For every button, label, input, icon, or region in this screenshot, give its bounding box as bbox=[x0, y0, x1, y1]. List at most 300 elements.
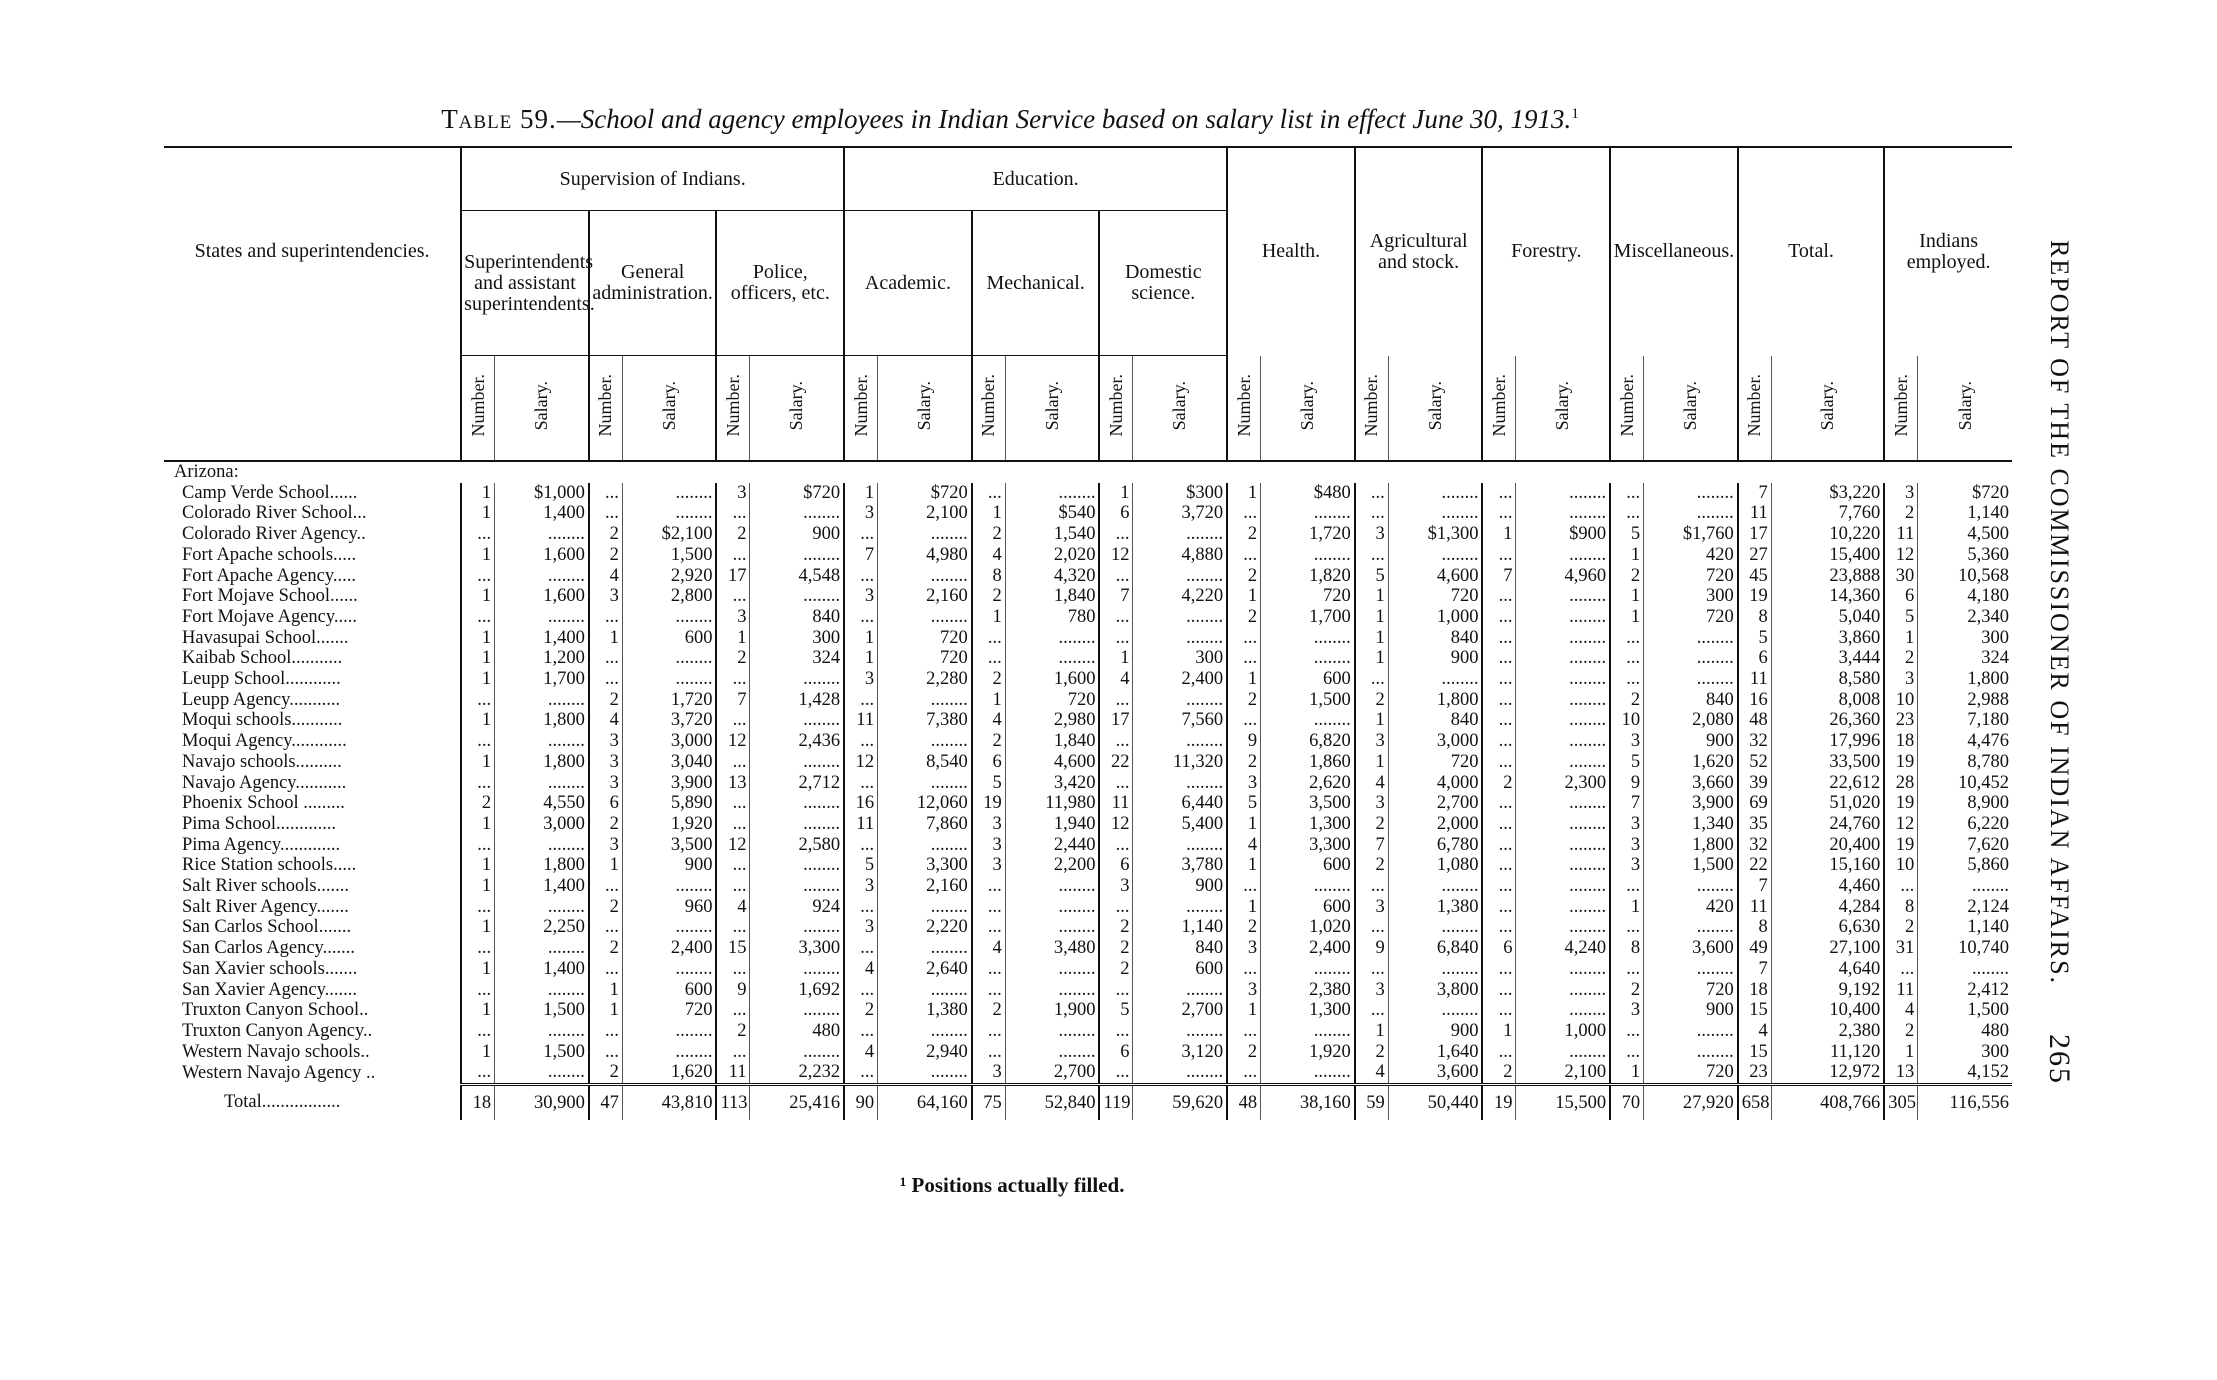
number-cell: 2 bbox=[1482, 1062, 1515, 1084]
salary-cell: 1,140 bbox=[1918, 503, 2012, 524]
salary-cell: 1,500 bbox=[495, 1000, 589, 1021]
number-cell: ... bbox=[1227, 628, 1260, 649]
number-cell: ... bbox=[1610, 669, 1643, 690]
number-cell: 1 bbox=[461, 648, 494, 669]
number-cell: 69 bbox=[1738, 793, 1771, 814]
running-head-text: REPORT OF THE COMMISSIONER OF INDIAN AFFAIRS. bbox=[2045, 240, 2074, 986]
salary-label: Salary. bbox=[531, 380, 552, 431]
salary-cell: 2,700 bbox=[1133, 1000, 1227, 1021]
number-cell: ... bbox=[716, 855, 749, 876]
number-cell: ... bbox=[461, 731, 494, 752]
salary-cell: 3,000 bbox=[495, 814, 589, 835]
salary-cell: 300 bbox=[750, 628, 844, 649]
number-cell: 3 bbox=[844, 917, 877, 938]
number-cell: ... bbox=[1355, 669, 1388, 690]
number-cell: 9 bbox=[716, 980, 749, 1001]
salary-cell: ........ bbox=[622, 607, 716, 628]
number-cell: 12 bbox=[1099, 814, 1132, 835]
salary-cell: ........ bbox=[1918, 959, 2012, 980]
number-cell: 2 bbox=[1884, 503, 1917, 524]
table-row bbox=[164, 752, 2012, 773]
salary-cell: ........ bbox=[750, 793, 844, 814]
footnote: ¹ Positions actually filled. bbox=[900, 1173, 1125, 1197]
number-cell: 2 bbox=[1610, 690, 1643, 711]
number-cell: ... bbox=[1482, 876, 1515, 897]
salary-cell: 720 bbox=[1388, 752, 1482, 773]
salary-cell: 1,380 bbox=[1388, 897, 1482, 918]
number-cell: ... bbox=[844, 731, 877, 752]
salary-cell: 1,200 bbox=[495, 648, 589, 669]
salary-cell: 1,700 bbox=[495, 669, 589, 690]
salary-cell: 1,920 bbox=[622, 814, 716, 835]
number-cell: ... bbox=[1099, 980, 1132, 1001]
number-cell: 11 bbox=[716, 1062, 749, 1084]
salary-cell: ........ bbox=[1388, 959, 1482, 980]
salary-cell: 1,692 bbox=[750, 980, 844, 1001]
number-cell: 11 bbox=[1099, 793, 1132, 814]
salary-cell: 33,500 bbox=[1771, 752, 1884, 773]
number-cell: 4 bbox=[844, 959, 877, 980]
state-row bbox=[164, 461, 2012, 483]
number-cell: 16 bbox=[1738, 690, 1771, 711]
number-cell: 1 bbox=[461, 628, 494, 649]
number-cell: 19 bbox=[972, 793, 1005, 814]
number-cell: 13 bbox=[716, 773, 749, 794]
table-row bbox=[164, 1000, 2012, 1021]
page-number: 265 bbox=[2043, 1033, 2076, 1085]
salary-cell: ........ bbox=[878, 731, 972, 752]
education-header: Education. bbox=[844, 147, 1227, 211]
table-row bbox=[164, 648, 2012, 669]
number-cell: 5 bbox=[1738, 628, 1771, 649]
number-cell: 35 bbox=[1738, 814, 1771, 835]
number-cell: 1 bbox=[972, 503, 1005, 524]
number-cell: ... bbox=[461, 1062, 494, 1084]
salary-cell: 6,840 bbox=[1388, 938, 1482, 959]
salary-cell: 960 bbox=[622, 897, 716, 918]
number-cell: 2 bbox=[716, 648, 749, 669]
salary-cell: $1,000 bbox=[495, 483, 589, 504]
salary-cell: 1,800 bbox=[495, 710, 589, 731]
number-cell: 2 bbox=[589, 690, 622, 711]
number-cell: 1 bbox=[1482, 1021, 1515, 1042]
number-cell: 1 bbox=[1227, 1000, 1260, 1021]
salary-cell: ........ bbox=[750, 814, 844, 835]
salary-cell: ........ bbox=[1388, 669, 1482, 690]
number-cell: 2 bbox=[589, 1062, 622, 1084]
number-cell: 3 bbox=[844, 586, 877, 607]
number-cell: 1 bbox=[1227, 814, 1260, 835]
salary-label: Salary. bbox=[914, 380, 935, 431]
number-cell: 1 bbox=[461, 586, 494, 607]
number-cell: ... bbox=[1482, 545, 1515, 566]
salary-cell: 1,400 bbox=[495, 959, 589, 980]
number-cell: ... bbox=[461, 690, 494, 711]
number-cell: ... bbox=[1355, 545, 1388, 566]
salary-cell: 900 bbox=[1388, 648, 1482, 669]
salary-cell: 1,500 bbox=[495, 1042, 589, 1063]
salary-cell: 2,340 bbox=[1918, 607, 2012, 628]
salary-cell: ........ bbox=[1644, 1021, 1738, 1042]
number-cell: ... bbox=[1355, 917, 1388, 938]
salary-label: Salary. bbox=[1169, 380, 1190, 431]
salary-subheader bbox=[878, 356, 972, 462]
number-cell: 17 bbox=[1099, 710, 1132, 731]
salary-cell: 3,300 bbox=[1261, 835, 1355, 856]
table-row bbox=[164, 938, 2012, 959]
number-cell: 2 bbox=[589, 938, 622, 959]
number-salary-header-row bbox=[164, 356, 2012, 462]
domestic-science-header: Domestic science. bbox=[1099, 211, 1227, 356]
row-label: San Carlos School....... bbox=[182, 917, 352, 938]
number-cell: 4 bbox=[972, 710, 1005, 731]
number-cell: 1 bbox=[1355, 710, 1388, 731]
salary-cell: 4,240 bbox=[1516, 938, 1610, 959]
number-cell: 1 bbox=[461, 545, 494, 566]
number-subheader bbox=[589, 356, 622, 462]
agricultural-header: Agricultural and stock. bbox=[1355, 147, 1483, 356]
row-label: Truxton Canyon Agency.. bbox=[182, 1020, 373, 1041]
salary-cell: 11,980 bbox=[1005, 793, 1099, 814]
row-label: Fort Mojave Agency..... bbox=[182, 606, 358, 627]
salary-cell: ........ bbox=[1005, 980, 1099, 1001]
number-cell: 1 bbox=[461, 710, 494, 731]
salary-cell: ........ bbox=[1516, 1000, 1610, 1021]
table-row bbox=[164, 876, 2012, 897]
salary-cell: 10,400 bbox=[1771, 1000, 1884, 1021]
salary-cell: 2,712 bbox=[750, 773, 844, 794]
number-cell: 3 bbox=[1610, 731, 1643, 752]
salary-cell: 3,720 bbox=[1133, 503, 1227, 524]
salary-cell: ........ bbox=[1388, 503, 1482, 524]
number-cell: 1 bbox=[1610, 545, 1643, 566]
salary-cell: 6,220 bbox=[1918, 814, 2012, 835]
number-cell: 5 bbox=[1355, 566, 1388, 587]
salary-cell: 2,800 bbox=[622, 586, 716, 607]
number-cell: 17 bbox=[716, 566, 749, 587]
number-cell: 5 bbox=[844, 855, 877, 876]
salary-cell: 780 bbox=[1005, 607, 1099, 628]
table-row bbox=[164, 628, 2012, 649]
number-cell: ... bbox=[1884, 876, 1917, 897]
table-row bbox=[164, 566, 2012, 587]
number-cell: 3 bbox=[589, 731, 622, 752]
salary-cell: 1,600 bbox=[1005, 669, 1099, 690]
salary-cell: ........ bbox=[1516, 607, 1610, 628]
number-cell: ... bbox=[716, 793, 749, 814]
number-cell: 2 bbox=[589, 524, 622, 545]
salary-cell: ........ bbox=[495, 897, 589, 918]
salary-label: Salary. bbox=[1954, 380, 1975, 430]
number-cell: ... bbox=[1482, 917, 1515, 938]
number-cell: 18 bbox=[1738, 980, 1771, 1001]
number-cell: 70 bbox=[1610, 1085, 1643, 1121]
number-cell: ... bbox=[1227, 1062, 1260, 1084]
table-row bbox=[164, 503, 2012, 524]
salary-cell: 3,900 bbox=[1644, 793, 1738, 814]
number-cell: 5 bbox=[1610, 752, 1643, 773]
salary-cell: 1,000 bbox=[1516, 1021, 1610, 1042]
number-cell: 1 bbox=[461, 1000, 494, 1021]
number-cell: 2 bbox=[461, 793, 494, 814]
number-label: Number. bbox=[978, 374, 999, 437]
salary-cell: 2,100 bbox=[878, 503, 972, 524]
salary-cell: 3,900 bbox=[622, 773, 716, 794]
salary-cell: 3,300 bbox=[750, 938, 844, 959]
number-cell: 1 bbox=[461, 752, 494, 773]
salary-cell: 600 bbox=[1261, 855, 1355, 876]
salary-cell: 26,360 bbox=[1771, 710, 1884, 731]
number-cell: ... bbox=[1355, 876, 1388, 897]
salary-cell: 1,500 bbox=[1644, 855, 1738, 876]
stub-subheader bbox=[164, 356, 461, 462]
salary-cell: ........ bbox=[1261, 1062, 1355, 1084]
salary-cell: 4,600 bbox=[1005, 752, 1099, 773]
salary-cell: ........ bbox=[622, 917, 716, 938]
salary-subheader bbox=[622, 356, 716, 462]
number-cell: 1 bbox=[1355, 648, 1388, 669]
number-cell: 22 bbox=[1099, 752, 1132, 773]
salary-cell: 4,152 bbox=[1918, 1062, 2012, 1084]
salary-cell: ........ bbox=[1516, 545, 1610, 566]
table-row bbox=[164, 814, 2012, 835]
salary-cell: 2,640 bbox=[878, 959, 972, 980]
number-cell: ... bbox=[461, 524, 494, 545]
salary-cell: 840 bbox=[1133, 938, 1227, 959]
salary-cell: ........ bbox=[750, 503, 844, 524]
number-cell: 30 bbox=[1884, 566, 1917, 587]
number-cell: ... bbox=[716, 503, 749, 524]
number-cell: 1 bbox=[1227, 669, 1260, 690]
salary-cell: 6,440 bbox=[1133, 793, 1227, 814]
row-label: Western Navajo schools.. bbox=[182, 1041, 370, 1062]
salary-cell: ........ bbox=[750, 669, 844, 690]
row-label: Colorado River Agency.. bbox=[182, 524, 366, 545]
number-cell: 2 bbox=[1227, 917, 1260, 938]
number-cell: ... bbox=[1227, 876, 1260, 897]
salary-cell: ........ bbox=[1133, 773, 1227, 794]
number-cell: ... bbox=[1482, 483, 1515, 504]
number-cell: ... bbox=[972, 483, 1005, 504]
salary-cell: ........ bbox=[1516, 814, 1610, 835]
number-subheader bbox=[1227, 356, 1260, 462]
number-cell: 7 bbox=[1610, 793, 1643, 814]
salary-cell: 480 bbox=[1918, 1021, 2012, 1042]
table-row bbox=[164, 773, 2012, 794]
salary-cell: ........ bbox=[1005, 959, 1099, 980]
number-label: Number. bbox=[1744, 374, 1765, 437]
number-cell: ... bbox=[972, 648, 1005, 669]
salary-cell: ........ bbox=[495, 835, 589, 856]
salary-cell: 7,560 bbox=[1133, 710, 1227, 731]
salary-cell: ........ bbox=[1261, 545, 1355, 566]
number-cell: 5 bbox=[1884, 607, 1917, 628]
salary-cell: 2,380 bbox=[1771, 1021, 1884, 1042]
number-cell: ... bbox=[1610, 648, 1643, 669]
salary-cell: ........ bbox=[622, 1021, 716, 1042]
number-cell: 2 bbox=[716, 1021, 749, 1042]
number-cell: 3 bbox=[844, 669, 877, 690]
number-cell: ... bbox=[972, 897, 1005, 918]
table-row bbox=[164, 731, 2012, 752]
number-cell: ... bbox=[1482, 1042, 1515, 1063]
salary-cell: 600 bbox=[1261, 897, 1355, 918]
number-cell: ... bbox=[1482, 690, 1515, 711]
number-cell: 47 bbox=[589, 1085, 622, 1121]
table-row bbox=[164, 710, 2012, 731]
number-cell: 8 bbox=[1610, 938, 1643, 959]
salary-cell: 38,160 bbox=[1261, 1085, 1355, 1121]
number-cell: ... bbox=[972, 1042, 1005, 1063]
number-cell: ... bbox=[1482, 1000, 1515, 1021]
salary-cell: ........ bbox=[1005, 1021, 1099, 1042]
number-cell: ... bbox=[716, 1042, 749, 1063]
salary-cell: ........ bbox=[622, 648, 716, 669]
salary-cell: ........ bbox=[1133, 835, 1227, 856]
number-cell: ... bbox=[1099, 897, 1132, 918]
salary-cell: 720 bbox=[622, 1000, 716, 1021]
salary-cell: 1,428 bbox=[750, 690, 844, 711]
number-cell: 11 bbox=[1884, 980, 1917, 1001]
number-cell: 2 bbox=[1610, 566, 1643, 587]
number-cell: ... bbox=[1482, 503, 1515, 524]
table-row bbox=[164, 524, 2012, 545]
salary-cell: 1,380 bbox=[878, 1000, 972, 1021]
salary-cell: 1,720 bbox=[622, 690, 716, 711]
academic-header: Academic. bbox=[844, 211, 972, 356]
row-label: Leupp Agency........... bbox=[182, 689, 341, 710]
salary-cell: ........ bbox=[878, 938, 972, 959]
salary-cell: 14,360 bbox=[1771, 586, 1884, 607]
salary-cell: 300 bbox=[1918, 628, 2012, 649]
salary-cell: ........ bbox=[622, 669, 716, 690]
salary-cell: 8,540 bbox=[878, 752, 972, 773]
number-cell: 3 bbox=[1099, 876, 1132, 897]
number-cell: ... bbox=[1227, 1021, 1260, 1042]
number-cell: 7 bbox=[1738, 876, 1771, 897]
row-label: Pima Agency............. bbox=[182, 834, 341, 855]
number-cell: ... bbox=[716, 876, 749, 897]
salary-cell: 64,160 bbox=[878, 1085, 972, 1121]
salary-cell: 2,380 bbox=[1261, 980, 1355, 1001]
number-cell: ... bbox=[1099, 1062, 1132, 1084]
number-cell: ... bbox=[1099, 524, 1132, 545]
number-cell: 3 bbox=[1610, 814, 1643, 835]
salary-cell: $1,760 bbox=[1644, 524, 1738, 545]
salary-cell: 2,280 bbox=[878, 669, 972, 690]
salary-cell: ........ bbox=[750, 752, 844, 773]
row-label: San Carlos Agency....... bbox=[182, 938, 355, 959]
total-header: Total. bbox=[1738, 147, 1884, 356]
salary-cell: ........ bbox=[1644, 917, 1738, 938]
salary-cell: 2,124 bbox=[1918, 897, 2012, 918]
number-cell: 17 bbox=[1738, 524, 1771, 545]
salary-cell: 6,820 bbox=[1261, 731, 1355, 752]
salary-cell: ........ bbox=[1516, 669, 1610, 690]
salary-cell: ........ bbox=[1388, 545, 1482, 566]
salary-cell: 8,008 bbox=[1771, 690, 1884, 711]
number-cell: 7 bbox=[844, 545, 877, 566]
salary-cell: 7,180 bbox=[1918, 710, 2012, 731]
salary-cell: 1,820 bbox=[1261, 566, 1355, 587]
number-cell: 19 bbox=[1884, 793, 1917, 814]
salary-cell: 900 bbox=[1133, 876, 1227, 897]
number-cell: ... bbox=[1482, 793, 1515, 814]
salary-cell: 8,780 bbox=[1918, 752, 2012, 773]
salary-cell: ........ bbox=[750, 876, 844, 897]
salary-cell: ........ bbox=[495, 690, 589, 711]
number-cell: ... bbox=[1482, 648, 1515, 669]
number-subheader bbox=[1482, 356, 1515, 462]
salary-cell: 4,180 bbox=[1918, 586, 2012, 607]
salary-cell: ........ bbox=[1516, 710, 1610, 731]
row-label: San Xavier schools....... bbox=[182, 958, 358, 979]
number-cell: 8 bbox=[1884, 897, 1917, 918]
salary-cell: 720 bbox=[878, 648, 972, 669]
number-cell: 1 bbox=[1482, 524, 1515, 545]
salary-cell: ........ bbox=[1516, 483, 1610, 504]
number-cell: 3 bbox=[716, 483, 749, 504]
number-cell: 12 bbox=[1884, 814, 1917, 835]
number-cell: 7 bbox=[1355, 835, 1388, 856]
salary-cell: ........ bbox=[495, 566, 589, 587]
number-cell: 119 bbox=[1099, 1085, 1132, 1121]
number-cell: 2 bbox=[972, 669, 1005, 690]
salary-cell: 1,140 bbox=[1918, 917, 2012, 938]
salary-cell: 1,920 bbox=[1261, 1042, 1355, 1063]
salary-label: Salary. bbox=[1817, 380, 1838, 430]
salary-cell: 1,840 bbox=[1005, 586, 1099, 607]
salary-cell: 3,500 bbox=[1261, 793, 1355, 814]
salary-cell: ........ bbox=[1516, 648, 1610, 669]
number-cell: 3 bbox=[1355, 793, 1388, 814]
salary-cell: 4,960 bbox=[1516, 566, 1610, 587]
salary-cell: 900 bbox=[1388, 1021, 1482, 1042]
salary-cell: 7,620 bbox=[1918, 835, 2012, 856]
row-label: Leupp School............ bbox=[182, 669, 341, 690]
salary-cell: 1,400 bbox=[495, 628, 589, 649]
number-cell: 3 bbox=[1355, 980, 1388, 1001]
number-cell: ... bbox=[589, 669, 622, 690]
number-cell: ... bbox=[844, 980, 877, 1001]
number-cell: ... bbox=[461, 607, 494, 628]
number-cell: 15 bbox=[1738, 1000, 1771, 1021]
number-cell: ... bbox=[1482, 752, 1515, 773]
salary-cell: ........ bbox=[1005, 483, 1099, 504]
number-cell: 4 bbox=[1355, 1062, 1388, 1084]
salary-cell: 10,740 bbox=[1918, 938, 2012, 959]
number-cell: 9 bbox=[1227, 731, 1260, 752]
number-label: Number. bbox=[723, 374, 744, 437]
salary-cell: ........ bbox=[1516, 586, 1610, 607]
number-cell: 1 bbox=[461, 855, 494, 876]
salary-cell: ........ bbox=[1516, 897, 1610, 918]
salary-cell: 17,996 bbox=[1771, 731, 1884, 752]
number-cell: ... bbox=[1099, 1021, 1132, 1042]
number-cell: 22 bbox=[1738, 855, 1771, 876]
salary-label: Salary. bbox=[1679, 380, 1700, 430]
salary-cell: ........ bbox=[1388, 483, 1482, 504]
salary-cell: 1,800 bbox=[1644, 835, 1738, 856]
number-cell: ... bbox=[716, 545, 749, 566]
salary-cell: 3,444 bbox=[1771, 648, 1884, 669]
salary-cell: 27,100 bbox=[1771, 938, 1884, 959]
number-cell: 12 bbox=[1884, 545, 1917, 566]
salary-cell: 3,040 bbox=[622, 752, 716, 773]
salary-subheader bbox=[750, 356, 844, 462]
salary-cell: 2,400 bbox=[1261, 938, 1355, 959]
salary-cell: $720 bbox=[750, 483, 844, 504]
